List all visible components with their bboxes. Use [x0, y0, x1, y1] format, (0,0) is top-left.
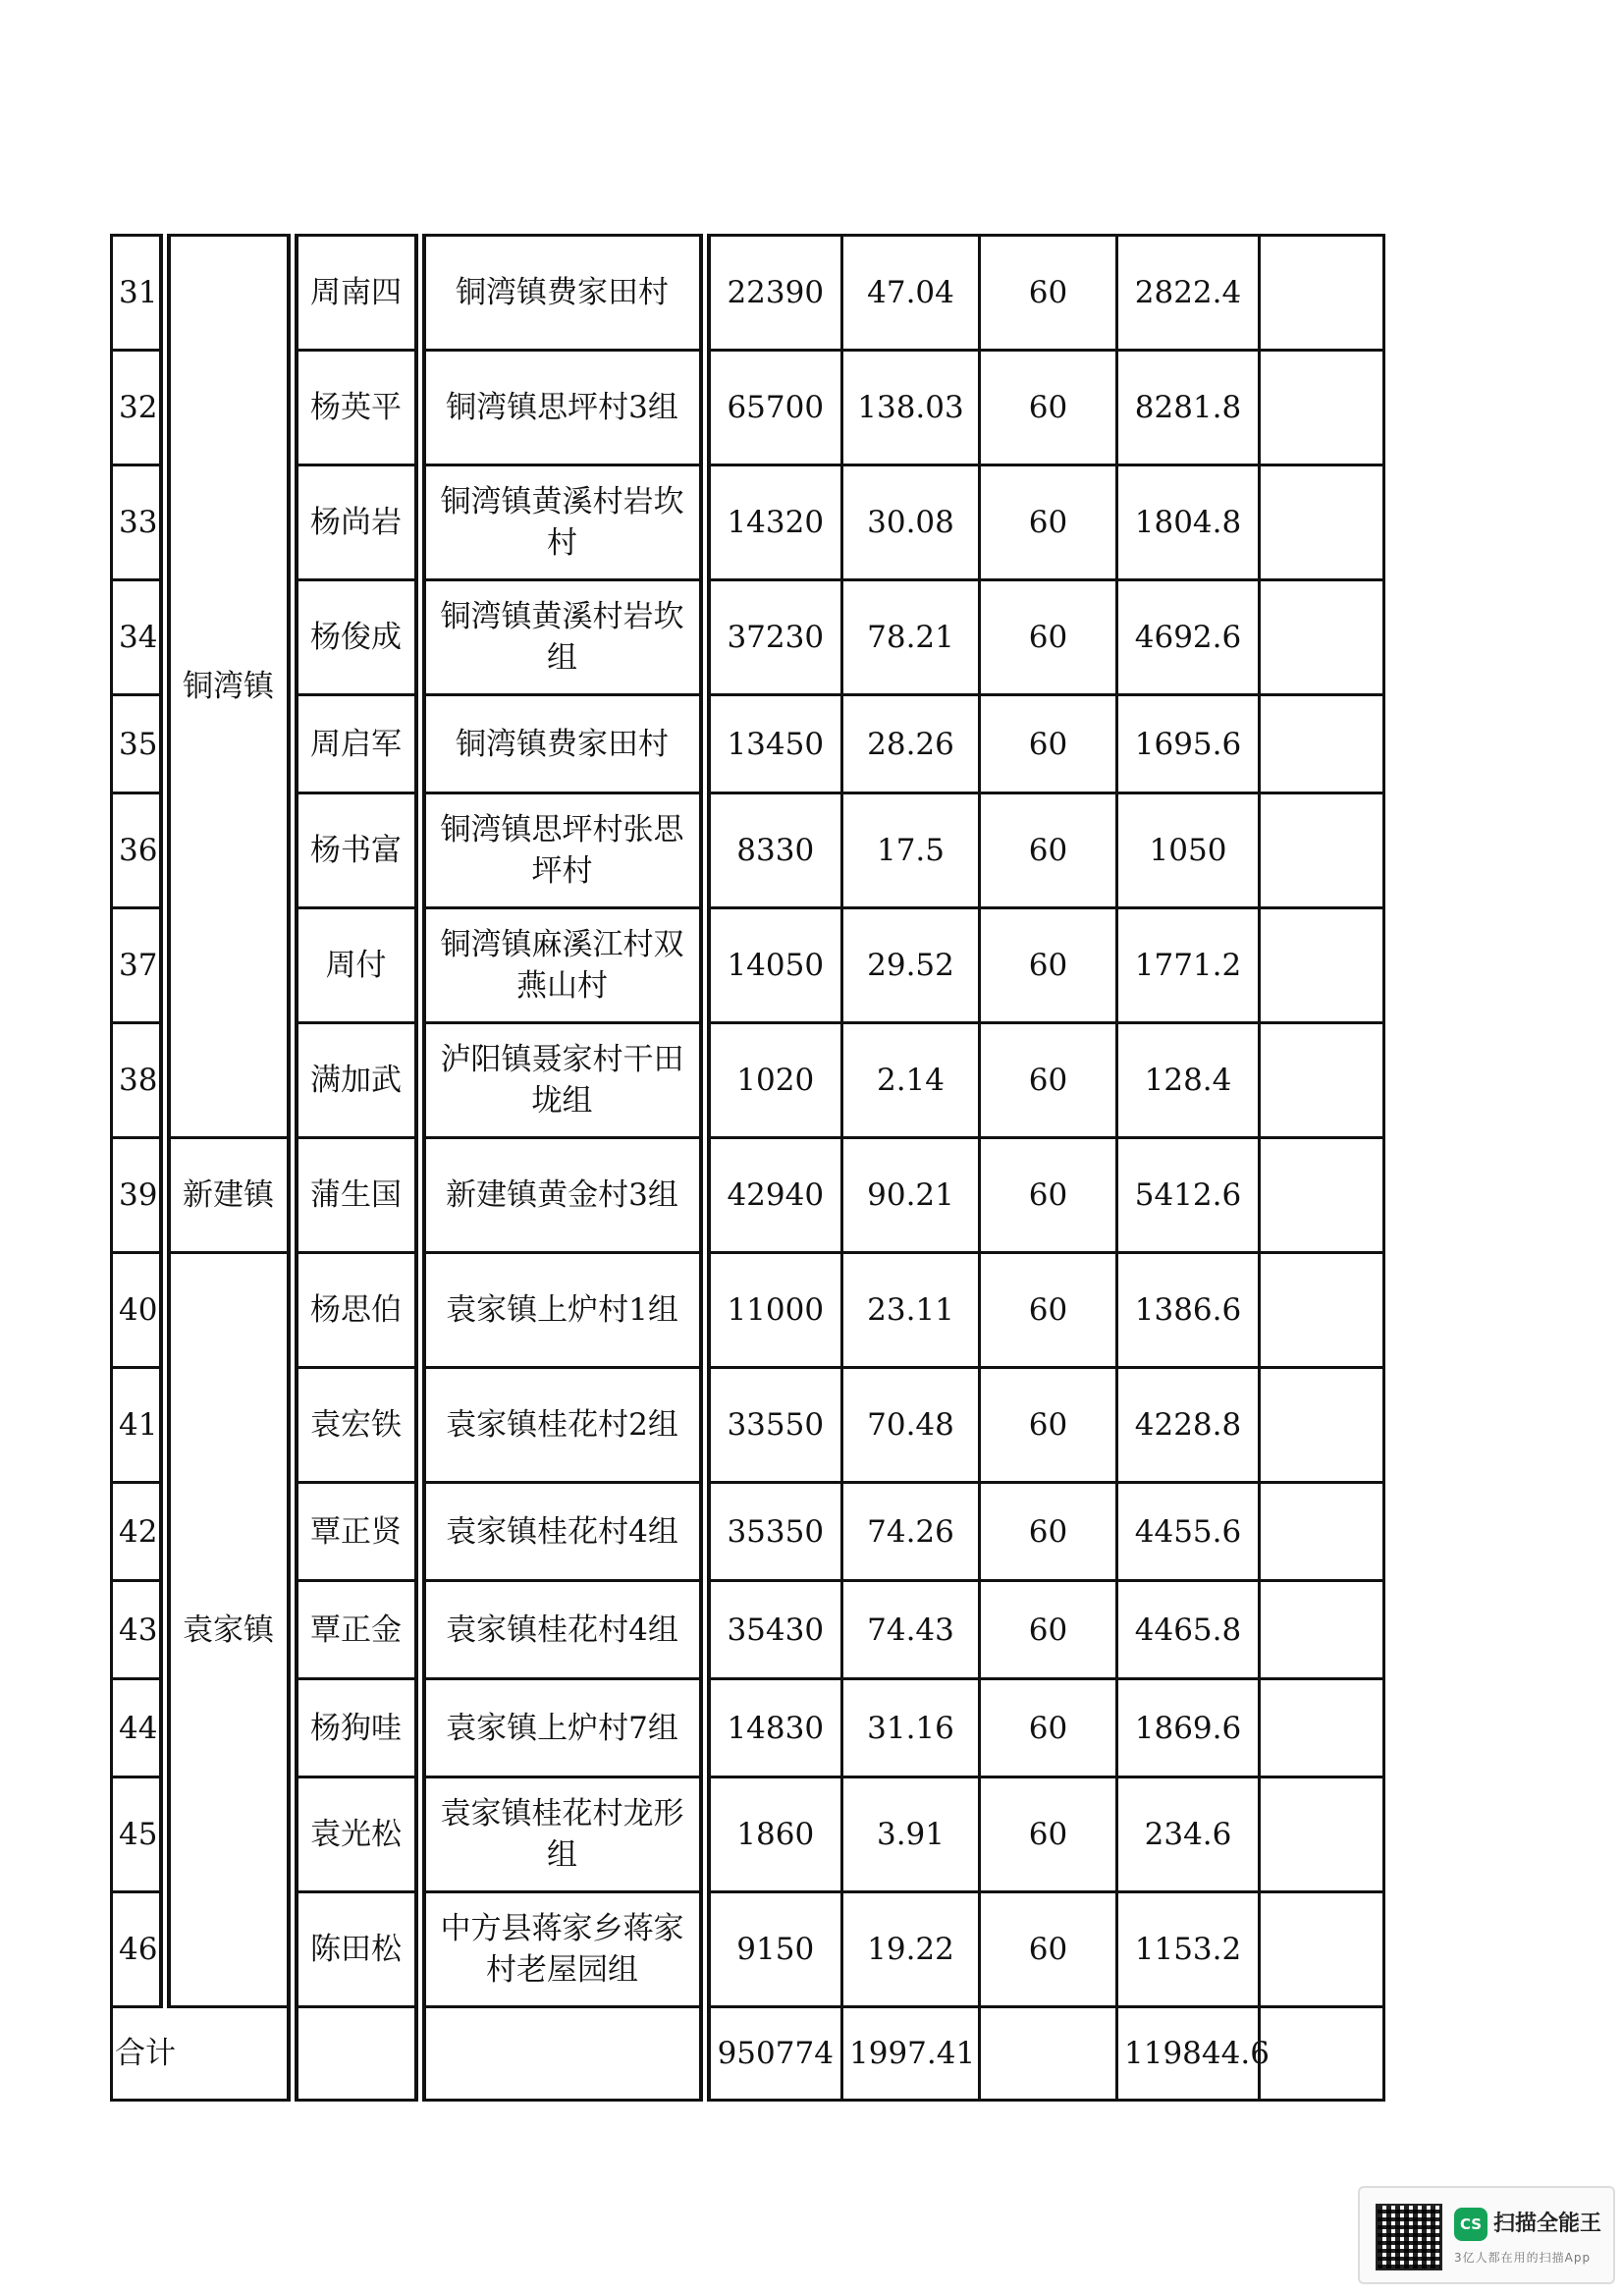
mu-value: 47.04	[842, 236, 980, 351]
watermark-subtitle: 3亿人都在用的扫描App	[1454, 2251, 1592, 2265]
person-name: 覃正金	[293, 1581, 420, 1679]
row-number: 38	[112, 1023, 165, 1138]
table-row	[112, 908, 1384, 1023]
price-value: 60	[980, 908, 1117, 1023]
person-name: 蒲生国	[293, 1138, 420, 1253]
table-row	[112, 1368, 1384, 1483]
scanner-watermark	[1358, 2186, 1615, 2284]
amount-value: 4228.8	[1117, 1368, 1260, 1483]
address-cell: 袁家镇上炉村1组	[420, 1253, 705, 1368]
remark-cell	[1260, 465, 1384, 580]
qr-code-icon	[1376, 2204, 1442, 2270]
row-number: 37	[112, 908, 165, 1023]
mu-value: 78.21	[842, 580, 980, 695]
area-value: 9150	[705, 1892, 842, 2007]
amount-value: 1771.2	[1117, 908, 1260, 1023]
address-cell: 铜湾镇思坪村3组	[420, 351, 705, 465]
table-row	[112, 351, 1384, 465]
remark-cell	[1260, 1777, 1384, 1892]
address-cell: 铜湾镇麻溪江村双燕山村	[420, 908, 705, 1023]
row-number: 39	[112, 1138, 165, 1253]
address-cell: 新建镇黄金村3组	[420, 1138, 705, 1253]
person-name: 袁光松	[293, 1777, 420, 1892]
area-value: 37230	[705, 580, 842, 695]
table-row	[112, 1138, 1384, 1253]
remark-cell	[1260, 793, 1384, 908]
total-label: 合计	[112, 2007, 293, 2101]
price-value: 60	[980, 1679, 1117, 1777]
table-row	[112, 1581, 1384, 1679]
total-amount: 119844.6	[1117, 2007, 1260, 2101]
address-cell: 中方县蒋家乡蒋家村老屋园组	[420, 1892, 705, 2007]
price-value: 60	[980, 351, 1117, 465]
row-number: 35	[112, 695, 165, 793]
area-value: 13450	[705, 695, 842, 793]
camscanner-logo: CS	[1454, 2208, 1487, 2241]
address-cell: 铜湾镇费家田村	[420, 236, 705, 351]
person-name: 陈田松	[293, 1892, 420, 2007]
address-cell: 铜湾镇思坪村张思坪村	[420, 793, 705, 908]
table-row	[112, 465, 1384, 580]
remark-cell	[1260, 1368, 1384, 1483]
address-cell: 铜湾镇黄溪村岩坎村	[420, 465, 705, 580]
total-empty-price	[980, 2007, 1117, 2101]
area-value: 1020	[705, 1023, 842, 1138]
area-value: 14830	[705, 1679, 842, 1777]
person-name: 周南四	[293, 236, 420, 351]
town-cell: 铜湾镇	[165, 236, 293, 1138]
address-cell: 袁家镇上炉村7组	[420, 1679, 705, 1777]
address-cell: 袁家镇桂花村4组	[420, 1581, 705, 1679]
remark-cell	[1260, 1679, 1384, 1777]
price-value: 60	[980, 1483, 1117, 1581]
table-row	[112, 1777, 1384, 1892]
land-payment-table	[110, 234, 1385, 2102]
area-value: 33550	[705, 1368, 842, 1483]
address-cell: 袁家镇桂花村4组	[420, 1483, 705, 1581]
row-number: 41	[112, 1368, 165, 1483]
amount-value: 2822.4	[1117, 236, 1260, 351]
total-empty-name	[293, 2007, 420, 2101]
price-value: 60	[980, 695, 1117, 793]
row-number: 31	[112, 236, 165, 351]
person-name: 周启军	[293, 695, 420, 793]
mu-value: 31.16	[842, 1679, 980, 1777]
person-name: 周付	[293, 908, 420, 1023]
area-value: 14050	[705, 908, 842, 1023]
total-empty-address	[420, 2007, 705, 2101]
area-value: 8330	[705, 793, 842, 908]
table-row	[112, 1679, 1384, 1777]
amount-value: 4465.8	[1117, 1581, 1260, 1679]
row-number: 33	[112, 465, 165, 580]
area-value: 65700	[705, 351, 842, 465]
mu-value: 2.14	[842, 1023, 980, 1138]
amount-value: 1695.6	[1117, 695, 1260, 793]
amount-value: 1869.6	[1117, 1679, 1260, 1777]
price-value: 60	[980, 1581, 1117, 1679]
price-value: 60	[980, 1777, 1117, 1892]
row-number: 44	[112, 1679, 165, 1777]
town-cell: 新建镇	[165, 1138, 293, 1253]
row-number: 34	[112, 580, 165, 695]
address-cell: 袁家镇桂花村2组	[420, 1368, 705, 1483]
remark-cell	[1260, 1483, 1384, 1581]
amount-value: 1050	[1117, 793, 1260, 908]
remark-cell	[1260, 1581, 1384, 1679]
area-value: 35350	[705, 1483, 842, 1581]
total-area: 950774	[705, 2007, 842, 2101]
table-row	[112, 1253, 1384, 1368]
person-name: 覃正贤	[293, 1483, 420, 1581]
row-number: 40	[112, 1253, 165, 1368]
price-value: 60	[980, 236, 1117, 351]
row-number: 45	[112, 1777, 165, 1892]
mu-value: 17.5	[842, 793, 980, 908]
table-row	[112, 695, 1384, 793]
address-cell: 袁家镇桂花村龙形组	[420, 1777, 705, 1892]
mu-value: 30.08	[842, 465, 980, 580]
price-value: 60	[980, 1892, 1117, 2007]
mu-value: 70.48	[842, 1368, 980, 1483]
price-value: 60	[980, 465, 1117, 580]
row-number: 43	[112, 1581, 165, 1679]
amount-value: 234.6	[1117, 1777, 1260, 1892]
mu-value: 138.03	[842, 351, 980, 465]
remark-cell	[1260, 695, 1384, 793]
area-value: 14320	[705, 465, 842, 580]
address-cell: 泸阳镇聂家村干田垅组	[420, 1023, 705, 1138]
address-cell: 铜湾镇费家田村	[420, 695, 705, 793]
amount-value: 4455.6	[1117, 1483, 1260, 1581]
price-value: 60	[980, 1023, 1117, 1138]
area-value: 1860	[705, 1777, 842, 1892]
area-value: 22390	[705, 236, 842, 351]
person-name: 杨书富	[293, 793, 420, 908]
remark-cell	[1260, 1892, 1384, 2007]
table-row	[112, 1483, 1384, 1581]
mu-value: 74.26	[842, 1483, 980, 1581]
person-name: 杨思伯	[293, 1253, 420, 1368]
row-number: 46	[112, 1892, 165, 2007]
table-row	[112, 1892, 1384, 2007]
remark-cell	[1260, 580, 1384, 695]
town-cell: 袁家镇	[165, 1253, 293, 2007]
amount-value: 5412.6	[1117, 1138, 1260, 1253]
remark-cell	[1260, 908, 1384, 1023]
person-name: 杨英平	[293, 351, 420, 465]
row-number: 42	[112, 1483, 165, 1581]
mu-value: 28.26	[842, 695, 980, 793]
mu-value: 19.22	[842, 1892, 980, 2007]
table-row	[112, 1023, 1384, 1138]
price-value: 60	[980, 1138, 1117, 1253]
address-cell: 铜湾镇黄溪村岩坎组	[420, 580, 705, 695]
row-number: 32	[112, 351, 165, 465]
table-row	[112, 793, 1384, 908]
mu-value: 29.52	[842, 908, 980, 1023]
price-value: 60	[980, 580, 1117, 695]
area-value: 35430	[705, 1581, 842, 1679]
remark-cell	[1260, 1253, 1384, 1368]
total-row	[112, 2007, 1384, 2101]
amount-value: 1386.6	[1117, 1253, 1260, 1368]
person-name: 杨狗哇	[293, 1679, 420, 1777]
mu-value: 74.43	[842, 1581, 980, 1679]
mu-value: 3.91	[842, 1777, 980, 1892]
total-mu: 1997.41	[842, 2007, 980, 2101]
area-value: 42940	[705, 1138, 842, 1253]
amount-value: 1804.8	[1117, 465, 1260, 580]
amount-value: 8281.8	[1117, 351, 1260, 465]
mu-value: 90.21	[842, 1138, 980, 1253]
watermark-title: 扫描全能王	[1493, 2212, 1602, 2236]
price-value: 60	[980, 1368, 1117, 1483]
remark-cell	[1260, 1138, 1384, 1253]
mu-value: 23.11	[842, 1253, 980, 1368]
remark-cell	[1260, 351, 1384, 465]
row-number: 36	[112, 793, 165, 908]
table-row	[112, 580, 1384, 695]
price-value: 60	[980, 1253, 1117, 1368]
amount-value: 1153.2	[1117, 1892, 1260, 2007]
amount-value: 128.4	[1117, 1023, 1260, 1138]
area-value: 11000	[705, 1253, 842, 1368]
price-value: 60	[980, 793, 1117, 908]
amount-value: 4692.6	[1117, 580, 1260, 695]
person-name: 杨尚岩	[293, 465, 420, 580]
remark-cell	[1260, 236, 1384, 351]
remark-cell	[1260, 1023, 1384, 1138]
table-row	[112, 236, 1384, 351]
person-name: 满加武	[293, 1023, 420, 1138]
person-name: 杨俊成	[293, 580, 420, 695]
total-empty-remark	[1260, 2007, 1384, 2101]
person-name: 袁宏铁	[293, 1368, 420, 1483]
